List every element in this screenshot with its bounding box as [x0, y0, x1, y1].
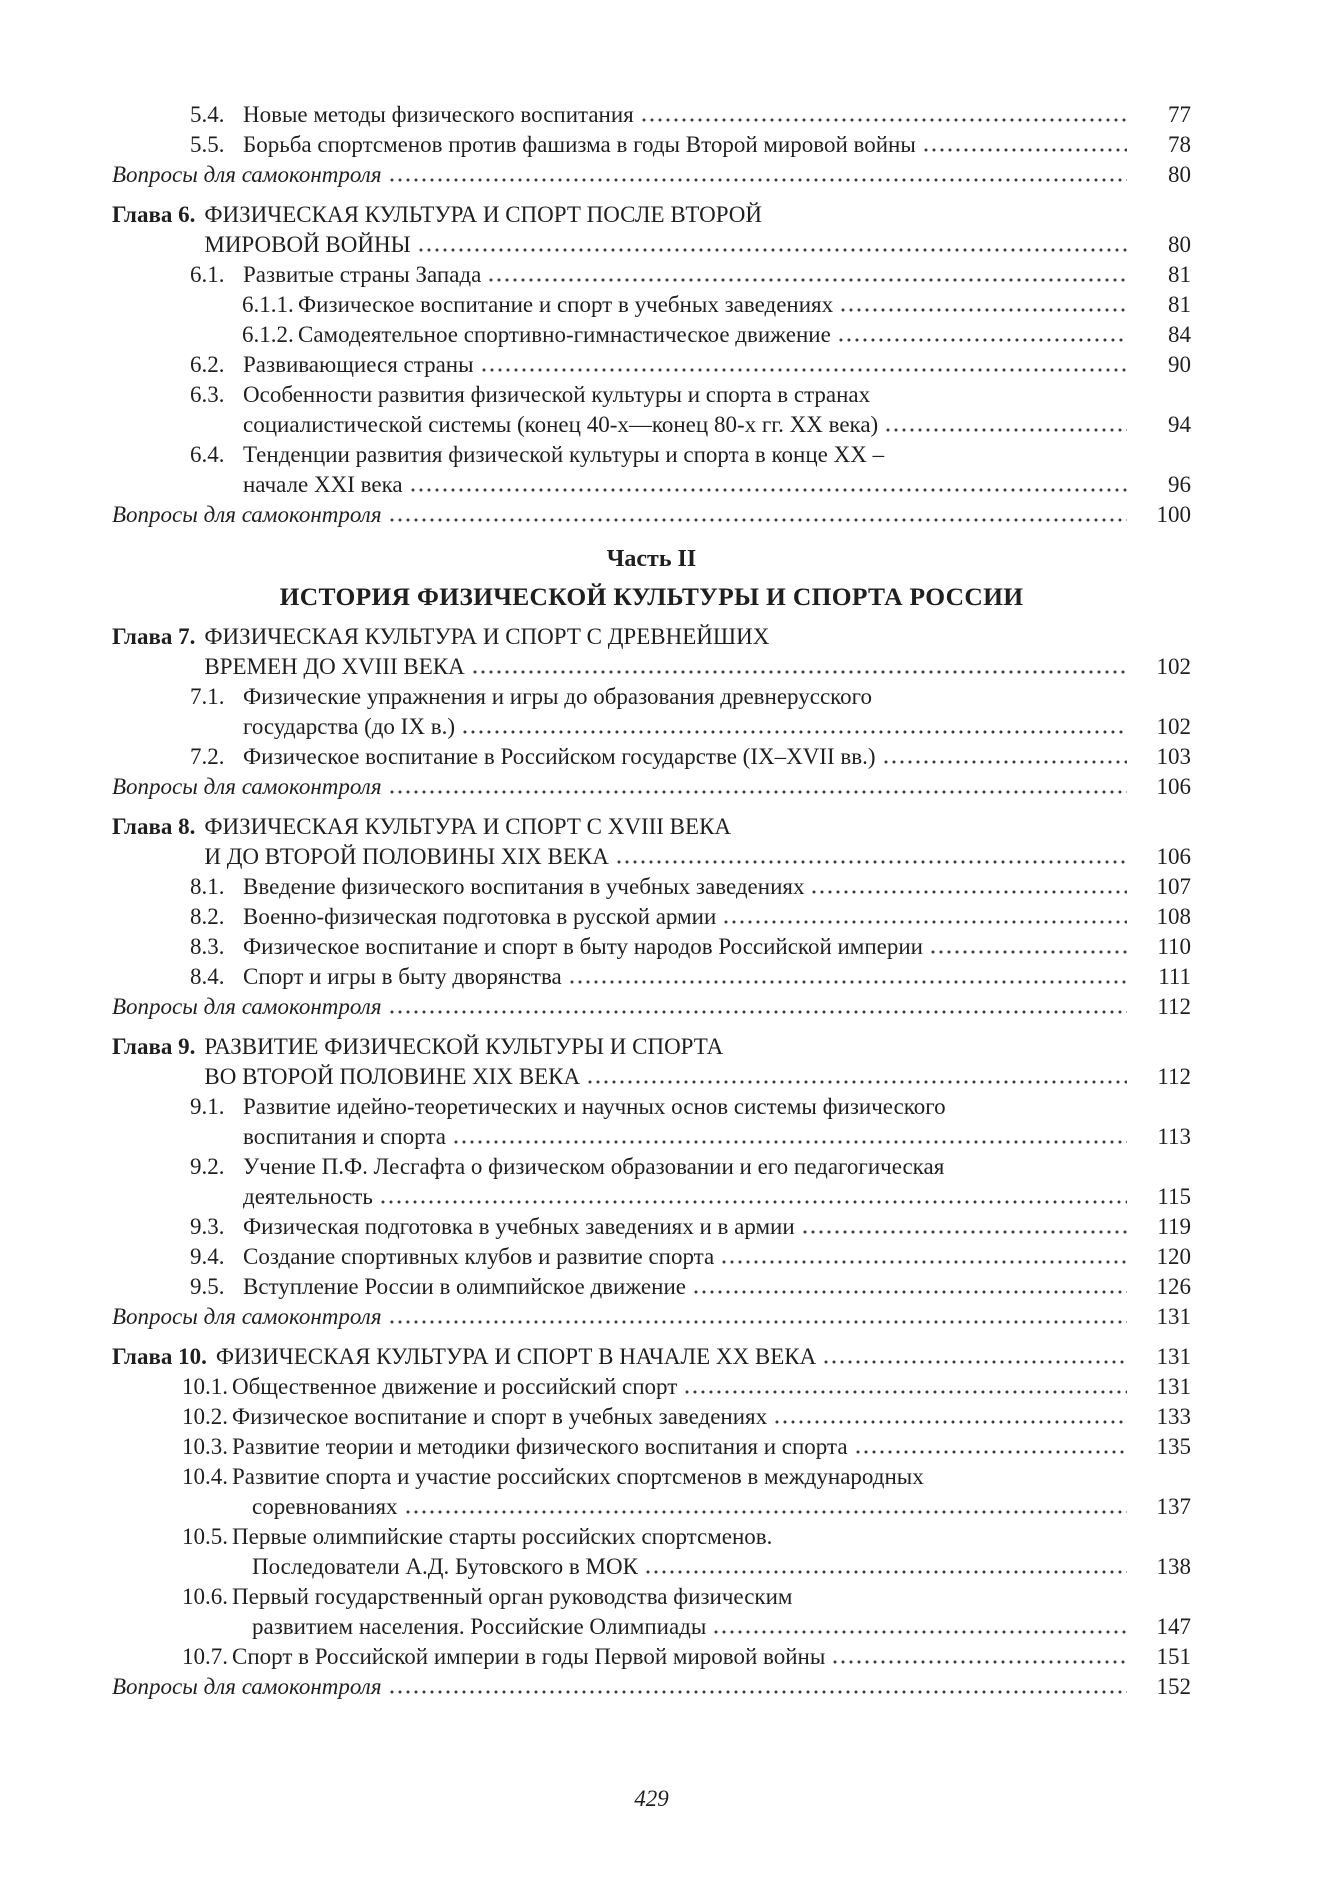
dot-leader	[714, 1630, 1127, 1634]
entry-line	[112, 500, 1191, 530]
entry-body	[243, 260, 1191, 290]
entry-body	[298, 290, 1191, 320]
dot-leader	[775, 1420, 1127, 1424]
chapter-label: Глава 8.	[112, 814, 196, 839]
toc-chapter-entry	[112, 1032, 1191, 1092]
entry-line	[243, 712, 1191, 742]
entry-body	[243, 1152, 1191, 1212]
entry-line	[243, 470, 1191, 500]
item-number: 8.1.	[190, 874, 225, 899]
page-number: 112	[1157, 1064, 1191, 1089]
page-number: 151	[1156, 1644, 1191, 1669]
toc-item-entry	[190, 902, 1191, 932]
dot-leader	[824, 1360, 1127, 1364]
toc-item-entry	[242, 290, 1191, 320]
toc-item-entry	[182, 1462, 1191, 1522]
dot-leader	[722, 1260, 1127, 1264]
questions-label: Вопросы для самоконтроля	[112, 1304, 382, 1329]
page-number: 100	[1156, 502, 1191, 527]
dot-leader	[570, 980, 1127, 984]
toc-item-entry	[190, 962, 1191, 992]
dot-leader	[390, 790, 1127, 794]
entry-body	[112, 772, 1191, 802]
item-number: 5.5.	[190, 132, 225, 157]
toc-item-entry	[190, 1152, 1191, 1212]
entry-title: Развивающиеся страны	[243, 352, 474, 377]
dot-leader	[841, 308, 1127, 312]
entry-line	[232, 1492, 1191, 1522]
entry-title: воспитания и спорта	[243, 1124, 446, 1149]
entry-body	[204, 1032, 1191, 1092]
entry-title: Введение физического воспитания в учебных заведениях	[243, 874, 805, 899]
page-number: 138	[1156, 1554, 1191, 1579]
entry-body	[232, 1522, 1191, 1582]
entry-line	[112, 1672, 1191, 1702]
chapter-title: ВО ВТОРОЙ ПОЛОВИНЕ XIX ВЕКА	[204, 1064, 581, 1089]
entry-body	[112, 500, 1191, 530]
item-number: 9.2.	[190, 1154, 225, 1179]
entry-title: начале XXI века	[243, 472, 403, 497]
entry-title: Борьба спортсменов против фашизма в годы Второй мировой войны	[243, 132, 916, 157]
chapter-title: ФИЗИЧЕСКАЯ КУЛЬТУРА И СПОРТ В НАЧАЛЕ XX ВЕКА	[215, 1344, 817, 1369]
entry-body	[112, 992, 1191, 1022]
dot-leader	[390, 1690, 1127, 1694]
entry-line	[243, 380, 1191, 410]
item-number: 6.3.	[190, 382, 225, 407]
entry-title: Последователи А.Д. Бутовского в МОК	[252, 1554, 638, 1579]
entry-line	[204, 652, 1191, 682]
dot-leader	[642, 118, 1127, 122]
toc-item-entry	[242, 320, 1191, 350]
entry-body	[112, 160, 1191, 190]
entry-line	[204, 622, 1191, 652]
entry-line	[243, 100, 1191, 130]
item-number: 9.3.	[190, 1214, 225, 1239]
entry-line	[204, 842, 1191, 872]
item-number: 8.3.	[190, 934, 225, 959]
item-number: 6.1.1.	[242, 292, 294, 317]
entry-title: Первые олимпийские старты российских спортсменов.	[232, 1524, 773, 1549]
questions-label: Вопросы для самоконтроля	[112, 162, 382, 187]
page-number: 84	[1168, 322, 1191, 347]
entry-line	[112, 160, 1191, 190]
entry-line	[204, 1062, 1191, 1092]
toc-questions-entry	[112, 1672, 1191, 1702]
item-number: 10.2.	[182, 1404, 228, 1429]
entry-title: Первый государственный орган руководства физическим	[232, 1584, 793, 1609]
entry-line	[232, 1612, 1191, 1642]
chapter-title: МИРОВОЙ ВОЙНЫ	[204, 232, 411, 257]
toc-item-entry	[190, 130, 1191, 160]
page-number: 102	[1156, 654, 1191, 679]
entry-title: Развитые страны Запада	[243, 262, 482, 287]
toc-item-entry	[182, 1402, 1191, 1432]
page-number: 120	[1156, 1244, 1191, 1269]
entry-title: Особенности развития физической культуры и спорта в странах	[243, 382, 871, 407]
dot-leader	[646, 1570, 1127, 1574]
toc-item-entry	[182, 1522, 1191, 1582]
entry-body	[243, 902, 1191, 932]
questions-label: Вопросы для самоконтроля	[112, 994, 382, 1019]
entry-line	[243, 962, 1191, 992]
entry-body	[232, 1372, 1191, 1402]
entry-line	[243, 1152, 1191, 1182]
entry-body	[243, 682, 1191, 742]
entry-body	[243, 962, 1191, 992]
dot-leader	[588, 1080, 1127, 1084]
entry-body	[232, 1402, 1191, 1432]
entry-body	[112, 1302, 1191, 1332]
entry-line	[232, 1582, 1191, 1612]
entry-body	[232, 1432, 1191, 1462]
chapter-label: Глава 6.	[112, 202, 196, 227]
page-number: 81	[1168, 262, 1191, 287]
toc-item-entry	[190, 1092, 1191, 1152]
questions-label: Вопросы для самоконтроля	[112, 1674, 382, 1699]
entry-body	[204, 200, 1191, 260]
entry-body	[243, 932, 1191, 962]
entry-title: деятельность	[243, 1184, 373, 1209]
page-number: 96	[1168, 472, 1191, 497]
entry-title: Физическая подготовка в учебных заведениях и в армии	[243, 1214, 795, 1239]
entry-body	[243, 872, 1191, 902]
dot-leader	[454, 1140, 1127, 1144]
entry-line	[112, 992, 1191, 1022]
page-number: 119	[1157, 1214, 1191, 1239]
entry-line	[112, 1302, 1191, 1332]
part-title: ИСТОРИЯ ФИЗИЧЕСКОЙ КУЛЬТУРЫ И СПОРТА РОССИИ	[279, 582, 1024, 611]
entry-line	[204, 1032, 1191, 1062]
chapter-title: ВРЕМЕН ДО XVIII ВЕКА	[204, 654, 465, 679]
toc-item-entry	[190, 380, 1191, 440]
entry-line	[204, 812, 1191, 842]
entry-title: Физическое воспитание в Российском государстве (IX–XVII вв.)	[243, 744, 876, 769]
entry-body	[204, 812, 1191, 872]
item-number: 10.6.	[182, 1584, 228, 1609]
entry-body	[243, 380, 1191, 440]
page-number: 102	[1156, 714, 1191, 739]
page-number: 110	[1157, 934, 1191, 959]
dot-leader	[839, 338, 1127, 342]
entry-line	[232, 1462, 1191, 1492]
item-number: 10.5.	[182, 1524, 228, 1549]
item-number: 9.1.	[190, 1094, 225, 1119]
entry-title: Физическое воспитание и спорт в учебных заведениях	[298, 292, 834, 317]
dot-leader	[390, 178, 1127, 182]
item-number: 5.4.	[190, 102, 225, 127]
chapter-title: ФИЗИЧЕСКАЯ КУЛЬТУРА И СПОРТ С XVIII ВЕКА	[204, 814, 732, 839]
dot-leader	[482, 368, 1127, 372]
entry-title: государства (до IX в.)	[243, 714, 455, 739]
entry-body	[298, 320, 1191, 350]
item-number: 10.1.	[182, 1374, 228, 1399]
page-number: 106	[1156, 844, 1191, 869]
entry-line	[204, 200, 1191, 230]
toc-item-entry	[190, 1212, 1191, 1242]
toc-item-entry	[182, 1642, 1191, 1672]
item-number: 6.1.2.	[242, 322, 294, 347]
toc-item-entry	[190, 350, 1191, 380]
entry-line	[243, 410, 1191, 440]
page-number: 108	[1156, 904, 1191, 929]
chapter-label: Глава 9.	[112, 1034, 196, 1059]
page-number: 135	[1156, 1434, 1191, 1459]
page-number: 126	[1156, 1274, 1191, 1299]
page-number: 111	[1158, 964, 1191, 989]
entry-body	[243, 1212, 1191, 1242]
item-number: 8.2.	[190, 904, 225, 929]
page-number: 133	[1156, 1404, 1191, 1429]
entry-title: Физические упражнения и игры до образования древнерусского	[243, 684, 873, 709]
entry-line	[232, 1522, 1191, 1552]
dot-leader	[694, 1290, 1127, 1294]
dot-leader	[803, 1230, 1127, 1234]
dot-leader	[390, 1010, 1127, 1014]
dot-leader	[884, 760, 1128, 764]
entry-line	[243, 350, 1191, 380]
dot-leader	[886, 428, 1127, 432]
entry-body	[243, 350, 1191, 380]
toc-questions-entry	[112, 1302, 1191, 1332]
page-number: 81	[1168, 292, 1191, 317]
dot-leader	[381, 1200, 1127, 1204]
entry-line	[243, 1212, 1191, 1242]
page-number: 78	[1168, 132, 1191, 157]
entry-body	[232, 1642, 1191, 1672]
toc-questions-entry	[112, 992, 1191, 1022]
entry-line	[243, 872, 1191, 902]
toc-item-entry	[190, 932, 1191, 962]
entry-body	[232, 1582, 1191, 1642]
item-number: 10.3.	[182, 1434, 228, 1459]
page-number: 90	[1168, 352, 1191, 377]
page-number: 112	[1157, 994, 1191, 1019]
entry-title: Физическое воспитание и спорт в учебных заведениях	[232, 1404, 768, 1429]
entry-title: соревнованиях	[252, 1494, 398, 1519]
dot-leader	[473, 670, 1127, 674]
entry-line	[243, 130, 1191, 160]
questions-label: Вопросы для самоконтроля	[112, 502, 382, 527]
toc-chapter-entry	[112, 200, 1191, 260]
toc-item-entry	[190, 260, 1191, 290]
entry-body	[112, 1672, 1191, 1702]
entry-line	[243, 742, 1191, 772]
entry-line	[243, 1092, 1191, 1122]
entry-body	[243, 1272, 1191, 1302]
entry-title: Физическое воспитание и спорт в быту народов Российской империи	[243, 934, 923, 959]
entry-title: Общественное движение и российский спорт	[232, 1374, 678, 1399]
dot-leader	[406, 1510, 1127, 1514]
page-number: 80	[1168, 232, 1191, 257]
chapter-label: Глава 10.	[112, 1344, 207, 1369]
entry-title: Вступление России в олимпийское движение	[243, 1274, 686, 1299]
chapter-title: ФИЗИЧЕСКАЯ КУЛЬТУРА И СПОРТ С ДРЕВНЕЙШИХ	[204, 624, 770, 649]
page-number: 103	[1156, 744, 1191, 769]
page-number: 107	[1156, 874, 1191, 899]
dot-leader	[419, 248, 1127, 252]
entry-line	[243, 1272, 1191, 1302]
chapter-title: ФИЗИЧЕСКАЯ КУЛЬТУРА И СПОРТ ПОСЛЕ ВТОРОЙ	[204, 202, 763, 227]
entry-title: Развитие спорта и участие российских спортсменов в международных	[232, 1464, 924, 1489]
item-number: 8.4.	[190, 964, 225, 989]
toc-chapter-entry	[112, 1342, 1191, 1372]
toc-questions-entry	[112, 160, 1191, 190]
entry-body	[243, 440, 1191, 500]
toc-item-entry	[190, 1272, 1191, 1302]
page-number: 77	[1168, 102, 1191, 127]
dot-leader	[724, 920, 1127, 924]
toc-item-entry	[182, 1582, 1191, 1642]
item-number: 6.1.	[190, 262, 225, 287]
page-number: 137	[1156, 1494, 1191, 1519]
page-number: 106	[1156, 774, 1191, 799]
page-number: 131	[1156, 1304, 1191, 1329]
entry-line	[243, 1182, 1191, 1212]
entry-title: Создание спортивных клубов и развитие спорта	[243, 1244, 715, 1269]
entry-line	[243, 902, 1191, 932]
entry-title: Развитие теории и методики физического воспитания и спорта	[232, 1434, 848, 1459]
entry-body	[243, 742, 1191, 772]
entry-body	[243, 1092, 1191, 1152]
dot-leader	[411, 488, 1127, 492]
dot-leader	[812, 890, 1127, 894]
entry-body	[243, 100, 1191, 130]
toc-item-entry	[190, 100, 1191, 130]
page-number: 115	[1157, 1184, 1191, 1209]
page-number: 131	[1156, 1374, 1191, 1399]
entry-line	[298, 320, 1191, 350]
entry-line	[243, 932, 1191, 962]
entry-line	[232, 1432, 1191, 1462]
entry-title: Самодеятельное спортивно-гимнастическое движение	[298, 322, 831, 347]
entry-title: Военно-физическая подготовка в русской армии	[243, 904, 717, 929]
entry-line	[243, 1122, 1191, 1152]
page-number: 80	[1168, 162, 1191, 187]
entry-line	[112, 772, 1191, 802]
item-number: 9.5.	[190, 1274, 225, 1299]
page-number: 113	[1157, 1124, 1191, 1149]
chapter-title: РАЗВИТИЕ ФИЗИЧЕСКОЙ КУЛЬТУРЫ И СПОРТА	[204, 1034, 724, 1059]
page-number: 152	[1156, 1674, 1191, 1699]
entry-body	[216, 1342, 1191, 1372]
chapter-title: И ДО ВТОРОЙ ПОЛОВИНЫ XIX ВЕКА	[204, 844, 609, 869]
entry-line	[243, 1242, 1191, 1272]
folio-page-number: 429	[634, 1786, 669, 1811]
dot-leader	[924, 148, 1127, 152]
entry-title: Спорт и игры в быту дворянства	[243, 964, 562, 989]
entry-line	[243, 260, 1191, 290]
entry-title: Новые методы физического воспитания	[243, 102, 634, 127]
entry-line	[232, 1552, 1191, 1582]
toc-item-entry	[182, 1432, 1191, 1462]
chapter-label: Глава 7.	[112, 624, 196, 649]
item-number: 9.4.	[190, 1244, 225, 1269]
toc-list	[112, 100, 1191, 1702]
item-number: 7.2.	[190, 744, 225, 769]
entry-line	[232, 1372, 1191, 1402]
item-number: 6.2.	[190, 352, 225, 377]
page-number: 147	[1156, 1614, 1191, 1639]
entry-title: Тенденции развития физической культуры и спорта в конце XX –	[243, 442, 885, 467]
entry-line	[243, 440, 1191, 470]
toc-item-entry	[190, 872, 1191, 902]
entry-title: Развитие идейно-теоретических и научных основ системы физического	[243, 1094, 946, 1119]
item-number: 10.4.	[182, 1464, 228, 1489]
item-number: 10.7.	[182, 1644, 228, 1669]
toc-item-entry	[190, 1242, 1191, 1272]
entry-line	[232, 1402, 1191, 1432]
page-footer	[112, 1784, 1191, 1890]
dot-leader	[463, 730, 1127, 734]
toc-chapter-entry	[112, 812, 1191, 872]
dot-leader	[856, 1450, 1127, 1454]
entry-title: Спорт в Российской империи в годы Первой мировой войны	[232, 1644, 826, 1669]
dot-leader	[931, 950, 1127, 954]
entry-body	[243, 130, 1191, 160]
dot-leader	[390, 518, 1127, 522]
toc-item-entry	[190, 440, 1191, 500]
dot-leader	[833, 1660, 1127, 1664]
toc-questions-entry	[112, 772, 1191, 802]
questions-label: Вопросы для самоконтроля	[112, 774, 382, 799]
entry-title: социалистической системы (конец 40-х—конец 80-х гг. XX века)	[243, 412, 879, 437]
page-number: 94	[1168, 412, 1191, 437]
toc-item-entry	[190, 682, 1191, 742]
part-heading	[112, 544, 1191, 612]
item-number: 6.4.	[190, 442, 225, 467]
entry-line	[216, 1342, 1191, 1372]
toc-item-entry	[182, 1372, 1191, 1402]
entry-body	[204, 622, 1191, 682]
entry-line	[232, 1642, 1191, 1672]
entry-line	[204, 230, 1191, 260]
dot-leader	[685, 1390, 1127, 1394]
entry-title: Учение П.Ф. Лесгафта о физическом образовании и его педагогическая	[243, 1154, 945, 1179]
item-number: 7.1.	[190, 684, 225, 709]
page-number: 131	[1156, 1344, 1191, 1369]
part-number: Часть II	[606, 546, 697, 572]
dot-leader	[390, 1320, 1127, 1324]
entry-line	[243, 682, 1191, 712]
dot-leader	[617, 860, 1127, 864]
entry-body	[243, 1242, 1191, 1272]
toc-chapter-entry	[112, 622, 1191, 682]
entry-title: развитием населения. Российские Олимпиады	[252, 1614, 707, 1639]
dot-leader	[489, 278, 1127, 282]
entry-body	[232, 1462, 1191, 1522]
entry-line	[298, 290, 1191, 320]
toc-item-entry	[190, 742, 1191, 772]
toc-questions-entry	[112, 500, 1191, 530]
